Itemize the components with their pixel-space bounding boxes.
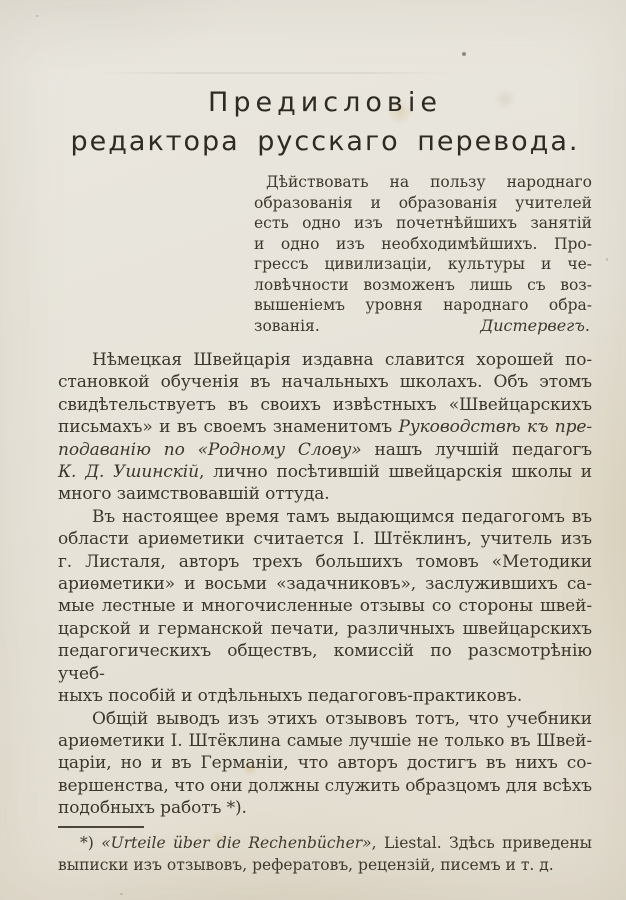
footnote: [58, 826, 592, 876]
text-line: становкой обученія въ начальныхъ школахъ. Объ этомъ: [58, 372, 592, 393]
text-line: и одно изъ необходимѣйшихъ. Про-: [254, 234, 592, 253]
chapter-title: [58, 86, 592, 159]
epigraph: [254, 172, 592, 336]
text-line: вышеніемъ уровня народнаго обра-: [254, 296, 592, 314]
paragraph-1: [58, 349, 592, 506]
text-line: образованія и образованія учителей: [254, 193, 592, 212]
paragraph-2: [58, 506, 592, 708]
footnote-rule: [58, 826, 144, 828]
text-line: Въ настоящее время тамъ выдающимся педагогомъ въ: [92, 506, 592, 527]
text-line: письмахъ» и въ своемъ знаменитомъ Руководствѣ къ пре-: [58, 417, 592, 438]
chapter-title-line1: Предисловіе: [208, 87, 442, 118]
text-line: ловѣчности возможенъ лишь съ воз-: [254, 275, 592, 294]
text-line: много заимствовавшій оттуда.: [58, 484, 330, 505]
text-line: ариѳметики І. Штёклина самые лучшіе не только въ Швей-: [58, 730, 592, 751]
text-line: *) «Urteile über die Rechenbücher», Liestal. Здѣсь приведены: [80, 833, 592, 852]
epigraph-signature: Дистервегъ.: [480, 315, 590, 335]
text-line: области ариѳметики считается І. Штёклинъ, учитель изъ: [58, 529, 592, 550]
text-line: свидѣтельствуетъ въ своихъ извѣстныхъ «Швейцарскихъ: [58, 394, 592, 415]
epigraph-text: [254, 172, 592, 336]
text-line: царіи, но и въ Германіи, что авторъ достигъ въ нихъ со-: [58, 753, 592, 774]
text-line: мые лестные и многочисленные отзывы со стороны швей-: [58, 596, 592, 617]
text-line: царской и германской печати, различныхъ швейцарскихъ: [58, 618, 592, 639]
text-line: г. Листаля, авторъ трехъ большихъ томовъ «Методики: [58, 551, 592, 572]
ink-speck: [36, 15, 38, 17]
text-line: ариѳметики» и восьми «задачниковъ», заслужившихъ са-: [58, 574, 592, 595]
footnote-text: [58, 832, 592, 876]
text-line: ныхъ пособій и отдѣльныхъ педагоговъ-практиковъ.: [58, 686, 523, 707]
text-line: Общій выводъ изъ этихъ отзывовъ тотъ, что учебники: [92, 708, 592, 729]
text-line: К. Д. Ушинскій, лично посѣтившій швейцарскія школы и: [58, 462, 592, 483]
text-line: зованія.: [254, 316, 320, 335]
ink-speck: [120, 893, 123, 895]
chapter-title-line2: редактора русскаго перевода.: [70, 126, 580, 157]
page-content: [58, 0, 592, 876]
text-line: Дѣйствовать на пользу народнаго: [266, 173, 592, 191]
text-line: Нѣмецкая Швейцарія издавна славится хорошей по-: [92, 350, 592, 370]
text-line: есть одно изъ почетнѣйшихъ занятій: [254, 214, 592, 232]
text-line: подаванію по «Родному Слову» нашъ лучшій педагогъ: [58, 439, 593, 460]
text-line: грессъ цивилизаціи, культуры и че-: [254, 255, 592, 273]
ink-speck: [606, 258, 608, 261]
body-text: [58, 349, 592, 820]
paragraph-3: [58, 708, 592, 820]
text-line: вершенства, что они должны служить образцомъ для всѣхъ: [58, 775, 592, 796]
text-line: подобныхъ работъ *).: [58, 798, 247, 819]
text-line: педагогическихъ обществъ, комиссій по разсмотрѣнію учеб-: [58, 641, 592, 684]
text-line: выписки изъ отзывовъ, рефератовъ, рецензій, писемъ и т. д.: [58, 855, 554, 874]
